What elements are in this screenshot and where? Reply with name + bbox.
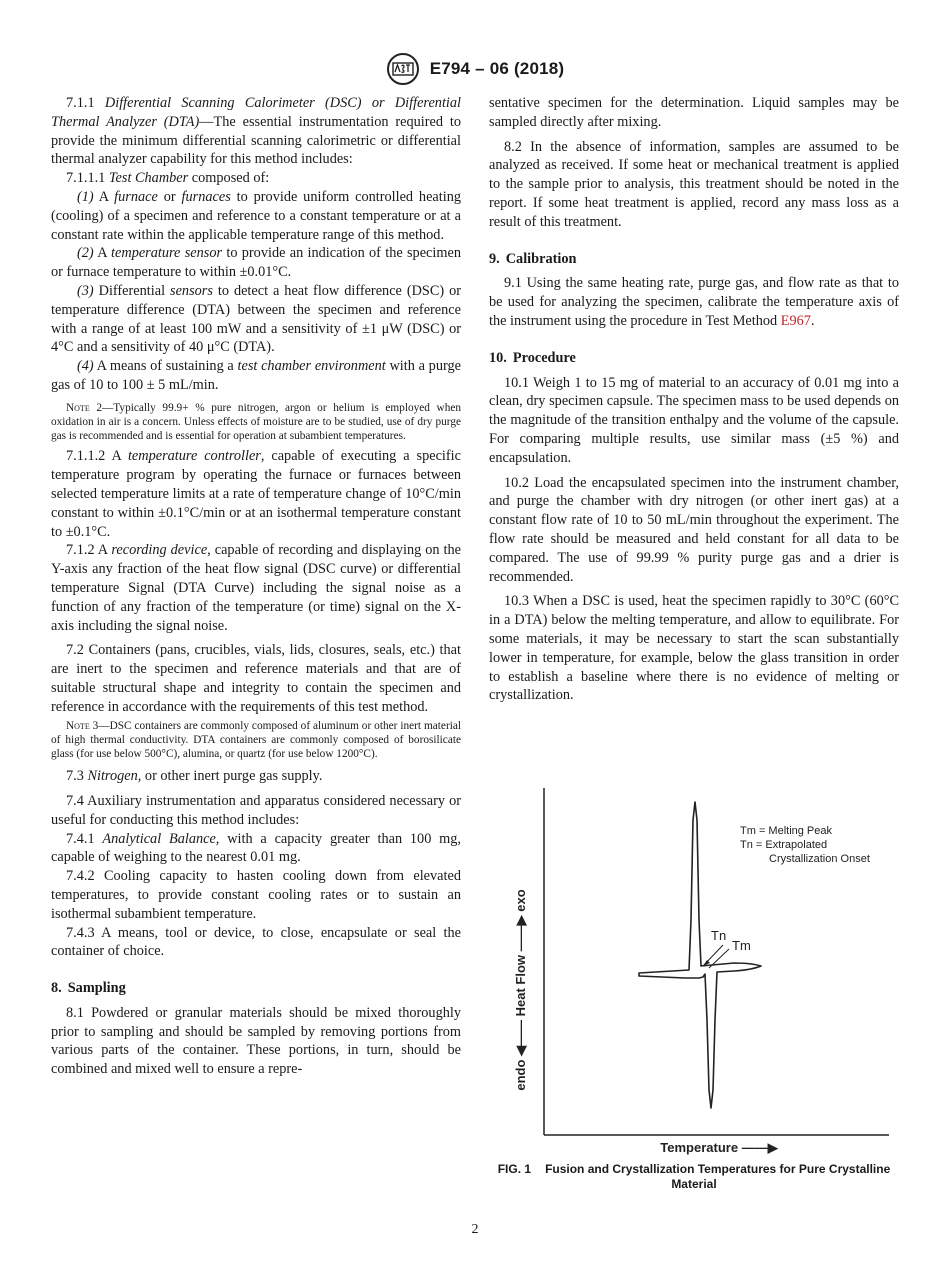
legend-line-2: Tn = Extrapolated [740, 839, 828, 851]
note-2: Note 2—Typically 99.9+ % pure nitrogen, argon or helium is employed when oxidation in air is a concern. Unless effects of moisture are to be studied, use of dry purge gas is recommended and is essential for operation at subambient temperatures. [51, 401, 462, 443]
paragraph-8-1: 8.1 Powdered or granular materials should be mixed thoroughly prior to sampling and should be sampled by removing portions from various parts of the container. These portions, in turn, should be combined and mixed well to ensure a repre- [51, 1004, 461, 1078]
item-chamber-environment: (4) A means of sustaining a test chamber environment with a purge gas of 10 to 100 ± 5 mL/min. [51, 358, 461, 393]
paragraph-10-2: 10.2 Load the encapsulated specimen into the instrument chamber, and purge the chamber with dry nitrogen (or other inert gas) at a constant flow rate of 10 to 50 mL/min throughout the experiment. The flow rate should be measured and held constant for all data to be compared. The use of 99.99 % purity purge gas and a drier is recommended. [489, 474, 899, 585]
paragraph-7-4-1: 7.4.1 Analytical Balance, with a capacity greater than 100 mg, capable of weighing to the nearest 0.01 mg. [51, 830, 462, 866]
figure-1-dsc-curve [489, 780, 899, 1160]
item-furnace: (1) A furnace or furnaces to provide uniform controlled heating (cooling) of a specimen and reference to a constant temperature or at a constant rate within the applicable temperature range of this method. [51, 188, 462, 243]
y-axis-label: endo ◀—— Heat Flow ——▶ exo [513, 889, 528, 1091]
label-tm: Tm [732, 938, 751, 953]
figure-1-caption: FIG. 1 Fusion and Crystallization Temperatures for Pure Crystalline Material [497, 1162, 891, 1191]
paragraph-7-1-1-2: 7.1.1.2 A temperature controller, capable of executing a specific temperature program by operating the furnace or furnaces between selected temperature limits at a rate of temperature change of 10°C/min constant to within ±0.1°C/min or at an isothermal temperature constant to ±0.1°C. [51, 448, 461, 540]
paragraph-7-4-2: 7.4.2 Cooling capacity to hasten cooling down from elevated temperatures, to provide constant cooling rates or to sustain an isothermal subambient temperature. [51, 868, 461, 922]
astm-logo-icon [386, 52, 420, 86]
paragraph-7-1-2: 7.1.2 A recording device, capable of recording and displaying on the Y-axis any fraction of the heat flow signal (DSC curve) or differential temperature Signal (DTA Curve) including the signal noise as a function of any fraction of the temperature (or time) signal on the X-axis including the signal noise. [51, 542, 461, 634]
paragraph-7-4-3: 7.4.3 A means, tool or device, to close, encapsulate or seal the container of choice. [51, 924, 461, 960]
paragraph-7-3: 7.3 Nitrogen, or other inert purge gas supply. [66, 768, 323, 785]
label-tn: Tn [711, 928, 727, 943]
right-column [489, 94, 899, 705]
legend-line-3: Crystallization Onset [769, 853, 870, 865]
section-8-heading: 8. Sampling [51, 980, 126, 997]
section-10-heading: 10. Procedure [489, 349, 576, 366]
x-axis-label: Temperature ——▶ [660, 1140, 778, 1155]
note-3: Note 3—DSC containers are commonly composed of aluminum or other inert material of high thermal conductivity. DTA containers are commonly composed of borosilicate glass (for use below 500°C), alumina, or quartz (for use below 1200°C). [51, 719, 461, 760]
paragraph-8-2: 8.2 In the absence of information, samples are assumed to be analyzed as received. If some heat or mechanical treatment is applied to the sample prior to analysis, this treatment should be noted in the report. If some heat treatment is applied, record any mass loss as a result of this treatment. [489, 138, 899, 230]
standard-id: E794 – 06 (2018) [429, 59, 565, 78]
paragraph-7-4: 7.4 Auxiliary instrumentation and apparatus considered necessary or useful for conducting this method includes: [51, 792, 461, 828]
left-column [51, 94, 461, 1079]
page-header [0, 52, 950, 86]
paragraph-8-1-continued: sentative specimen for the determination. Liquid samples may be sampled directly after mixing. [489, 95, 899, 130]
paragraph-7-2: 7.2 Containers (pans, crucibles, vials, lids, closures, seals, etc.) that are inert to the specimen and reference materials and that are of suitable structural shape and integrity to contain the specimen and reference in accordance with the requirements of this test method. [51, 642, 461, 715]
item-sensors: (3) Differential sensors to detect a heat flow difference (DSC) or temperature difference (DTA) between the specimen and reference with a range of at least 100 mW and a sensitivity of ±1 μW (DSC) or 4°C and a sensitivity of 40 μ°C (DTA). [51, 282, 462, 356]
paragraph-9-1: 9.1 Using the same heating rate, purge gas, and flow rate as that to be used for analyzing the specimen, calibrate the temperature axis of the instrument using the procedure in Test Method E967. [489, 275, 899, 329]
paragraph-7-1-1-1: 7.1.1.1 Test Chamber composed of: [66, 170, 270, 187]
paragraph-7-1-1: 7.1.1 Differential Scanning Calorimeter (DSC) or Differential Thermal Analyzer (DTA)—The essential instrumentation required to provide the minimum differential scanning calorimetric or differential thermal analyzer capability for this method includes: [51, 95, 462, 168]
section-9-heading: 9. Calibration [489, 250, 577, 267]
e967-link[interactable]: E967 [780, 312, 811, 329]
page-number: 2 [471, 1222, 479, 1237]
paragraph-10-3: 10.3 When a DSC is used, heat the specimen rapidly to 30°C (60°C in a DTA) below the melting temperature, and allow to equilibrate. For some materials, it may be necessary to start the scan substantially lower in temperature, for example, below the glass transition in order to establish a baseline where there is no evidence of melting or crystallization. [489, 593, 899, 704]
item-temperature-sensor: (2) A temperature sensor to provide an indication of the specimen or furnace temperature to within ±0.01°C. [51, 245, 461, 281]
legend-line-1: Tm = Melting Peak [740, 825, 833, 837]
paragraph-10-1: 10.1 Weigh 1 to 15 mg of material to an accuracy of 0.01 mg into a clean, dry specimen capsule. The specimen mass to be used depends on the magnitude of the transition enthalpy and the volume of the capsule. For comparing multiple results, use similar mass (±5 %) and encapsulation. [489, 374, 899, 466]
